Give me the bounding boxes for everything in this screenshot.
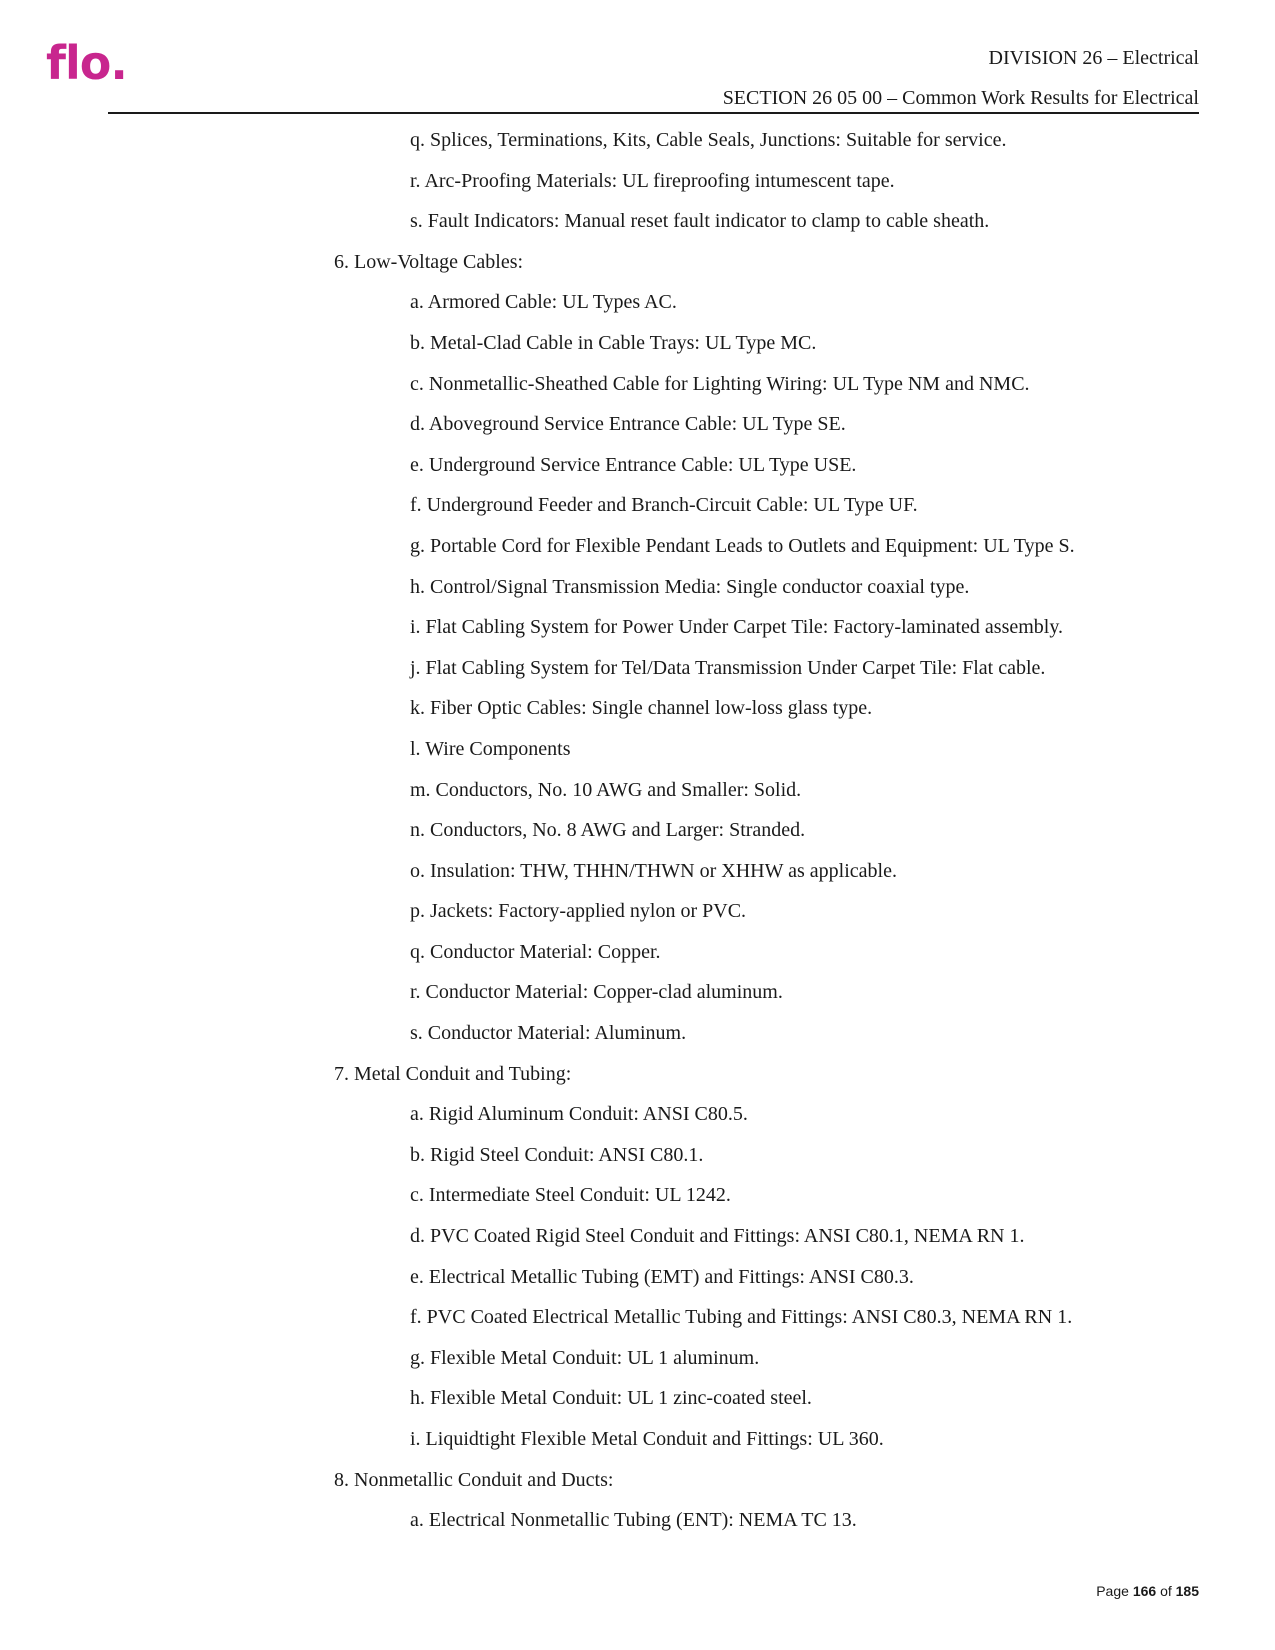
header-divider <box>108 112 1199 114</box>
list-item: f. Underground Feeder and Branch-Circuit Cable: UL Type UF. <box>410 494 918 517</box>
list-item: b. Metal-Clad Cable in Cable Trays: UL Type MC. <box>410 331 817 354</box>
list-item: a. Armored Cable: UL Types AC. <box>410 291 677 314</box>
list-item: r. Arc-Proofing Materials: UL fireproofing intumescent tape. <box>410 169 895 192</box>
list-item: f. PVC Coated Electrical Metallic Tubing and Fittings: ANSI C80.3, NEMA RN 1. <box>410 1306 1073 1329</box>
list-item: a. Electrical Nonmetallic Tubing (ENT): NEMA TC 13. <box>410 1509 857 1532</box>
of-label: of <box>1160 1583 1172 1599</box>
specification-list <box>0 126 1275 1547</box>
list-item: j. Flat Cabling System for Tel/Data Transmission Under Carpet Tile: Flat cable. <box>410 656 1046 679</box>
section-heading-item: 8. Nonmetallic Conduit and Ducts: <box>334 1468 614 1491</box>
flo-logo: flo. <box>46 36 127 90</box>
list-item: g. Flexible Metal Conduit: UL 1 aluminum. <box>410 1346 760 1369</box>
list-item: l. Wire Components <box>410 737 571 760</box>
page-total: 185 <box>1175 1583 1199 1599</box>
list-item: s. Fault Indicators: Manual reset fault indicator to clamp to cable sheath. <box>410 210 990 233</box>
list-item: h. Control/Signal Transmission Media: Single conductor coaxial type. <box>410 575 970 598</box>
section-heading-item: 7. Metal Conduit and Tubing: <box>334 1062 572 1085</box>
section-title: SECTION 26 05 00 – Common Work Results for Electrical <box>722 87 1199 109</box>
page-number: 166 <box>1132 1583 1157 1599</box>
list-item: i. Flat Cabling System for Power Under Carpet Tile: Factory-laminated assembly. <box>410 616 1064 639</box>
list-item: r. Conductor Material: Copper-clad aluminum. <box>410 981 783 1004</box>
list-item: g. Portable Cord for Flexible Pendant Leads to Outlets and Equipment: UL Type S. <box>410 534 1075 557</box>
list-item: k. Fiber Optic Cables: Single channel low-loss glass type. <box>410 697 873 720</box>
list-item: o. Insulation: THW, THHN/THWN or XHHW as applicable. <box>410 859 897 882</box>
page-label: Page <box>1096 1583 1129 1599</box>
list-item: c. Nonmetallic-Sheathed Cable for Lighting Wiring: UL Type NM and NMC. <box>410 372 1030 395</box>
list-item: h. Flexible Metal Conduit: UL 1 zinc-coated steel. <box>410 1387 812 1410</box>
list-item: p. Jackets: Factory-applied nylon or PVC. <box>410 900 747 923</box>
section-heading-item: 6. Low-Voltage Cables: <box>334 250 524 273</box>
list-item: q. Conductor Material: Copper. <box>410 940 661 963</box>
list-item: e. Electrical Metallic Tubing (EMT) and Fittings: ANSI C80.3. <box>410 1265 914 1288</box>
list-item: d. PVC Coated Rigid Steel Conduit and Fittings: ANSI C80.1, NEMA RN 1. <box>410 1225 1025 1248</box>
list-item: n. Conductors, No. 8 AWG and Larger: Stranded. <box>410 819 806 842</box>
list-item: m. Conductors, No. 10 AWG and Smaller: Solid. <box>410 778 802 801</box>
list-item: i. Liquidtight Flexible Metal Conduit and Fittings: UL 360. <box>410 1428 884 1450</box>
list-item: q. Splices, Terminations, Kits, Cable Seals, Junctions: Suitable for service. <box>410 129 1007 151</box>
list-item: b. Rigid Steel Conduit: ANSI C80.1. <box>410 1143 704 1166</box>
division-title: DIVISION 26 – Electrical <box>988 47 1199 69</box>
list-item: a. Rigid Aluminum Conduit: ANSI C80.5. <box>410 1103 748 1126</box>
page-footer <box>1096 1583 1199 1599</box>
list-item: s. Conductor Material: Aluminum. <box>410 1022 687 1045</box>
list-item: e. Underground Service Entrance Cable: UL Type USE. <box>410 453 857 476</box>
list-item: c. Intermediate Steel Conduit: UL 1242. <box>410 1184 731 1207</box>
list-item: d. Aboveground Service Entrance Cable: UL Type SE. <box>410 413 846 436</box>
